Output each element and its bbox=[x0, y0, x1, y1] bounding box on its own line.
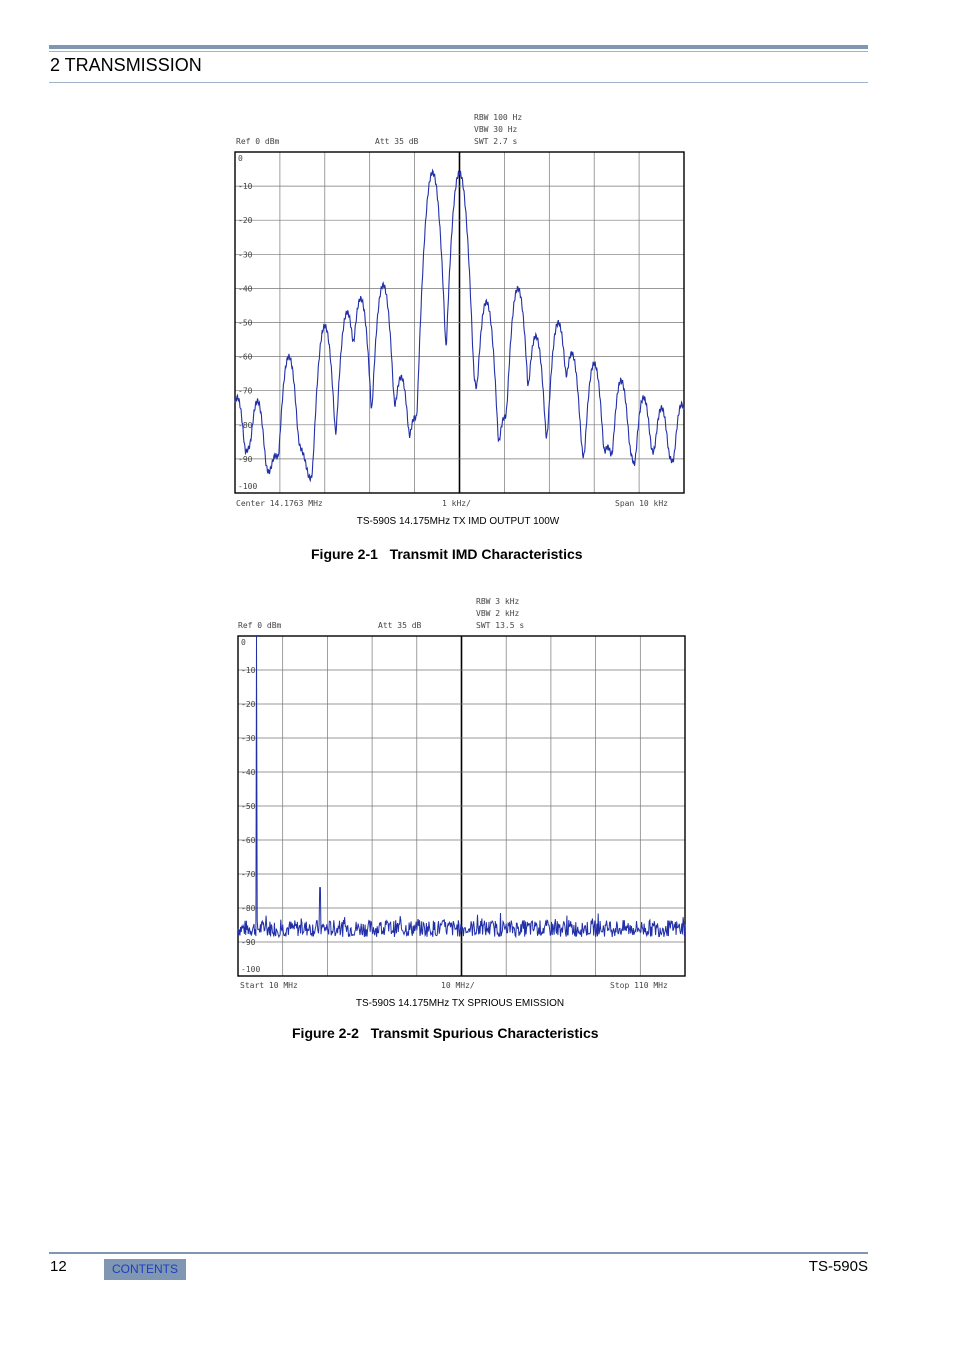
footer-rule bbox=[49, 1252, 868, 1254]
att-label: Att 35 dB bbox=[375, 137, 419, 146]
header-rule bbox=[49, 45, 868, 49]
ref-label: Ref 0 dBm bbox=[238, 621, 282, 630]
contents-button[interactable]: CONTENTS bbox=[104, 1259, 186, 1280]
y-tick-label: -40 bbox=[238, 284, 253, 294]
y-tick-label: 0 bbox=[238, 154, 243, 163]
imd-spectrum-chart bbox=[230, 108, 700, 534]
swt-label: SWT 13.5 s bbox=[476, 621, 525, 630]
y-tick-label: -20 bbox=[238, 216, 253, 226]
vbw-label: VBW 30 Hz bbox=[474, 125, 518, 134]
y-tick-label: -90 bbox=[241, 938, 256, 947]
y-tick-label: -30 bbox=[238, 250, 253, 260]
div-label: 1 kHz/ bbox=[442, 499, 471, 508]
page-number: 12 bbox=[50, 1258, 67, 1275]
stop-label: Stop 110 MHz bbox=[610, 981, 668, 990]
swt-label: SWT 2.7 s bbox=[474, 137, 518, 146]
figure-caption: Figure 2-2 Transmit Spurious Characteristics bbox=[292, 1025, 599, 1041]
start-label: Start 10 MHz bbox=[240, 981, 298, 990]
y-tick-label: -60 bbox=[241, 836, 256, 845]
y-tick-label: -20 bbox=[241, 700, 256, 709]
y-tick-label: -60 bbox=[238, 352, 253, 362]
section-title: 2 TRANSMISSION bbox=[50, 55, 202, 75]
figure-caption: Figure 2-1 Transmit IMD Characteristics bbox=[311, 546, 583, 562]
rbw-label: RBW 100 Hz bbox=[474, 113, 523, 122]
vbw-label: VBW 2 kHz bbox=[476, 609, 520, 618]
y-tick-label: -90 bbox=[238, 454, 253, 464]
y-tick-label: -70 bbox=[238, 386, 253, 396]
y-tick-label: -70 bbox=[241, 870, 256, 879]
y-tick-label: -100 bbox=[238, 482, 258, 491]
y-tick-label: -10 bbox=[238, 182, 253, 192]
y-tick-label: -10 bbox=[241, 666, 256, 675]
model-name: TS-590S bbox=[808, 1258, 868, 1275]
header-rule-thin bbox=[49, 51, 868, 52]
y-tick-label: -80 bbox=[241, 904, 256, 913]
spurious-figure bbox=[232, 592, 702, 1012]
y-tick-label: -40 bbox=[241, 768, 256, 777]
center-label: Center 14.1763 MHz bbox=[236, 499, 323, 508]
y-tick-label: 0 bbox=[241, 638, 246, 647]
chart-subtitle: TS-590S 14.175MHz TX SPRIOUS EMISSION bbox=[355, 998, 565, 1009]
y-tick-label: -50 bbox=[238, 318, 253, 328]
section-rule bbox=[49, 82, 868, 83]
spurious-spectrum-chart bbox=[232, 592, 702, 1012]
ref-label: Ref 0 dBm bbox=[236, 137, 280, 146]
imd-figure bbox=[230, 108, 700, 534]
att-label: Att 35 dB bbox=[378, 621, 422, 630]
span-label: Span 10 kHz bbox=[615, 499, 668, 508]
y-tick-label: -30 bbox=[241, 734, 256, 743]
y-tick-label: -100 bbox=[241, 965, 261, 974]
rbw-label: RBW 3 kHz bbox=[476, 597, 520, 606]
y-tick-label: -80 bbox=[238, 420, 253, 430]
y-tick-label: -50 bbox=[241, 802, 256, 811]
chart-subtitle: TS-590S 14.175MHz TX IMD OUTPUT 100W bbox=[356, 516, 560, 527]
div-label: 10 MHz/ bbox=[441, 981, 475, 990]
